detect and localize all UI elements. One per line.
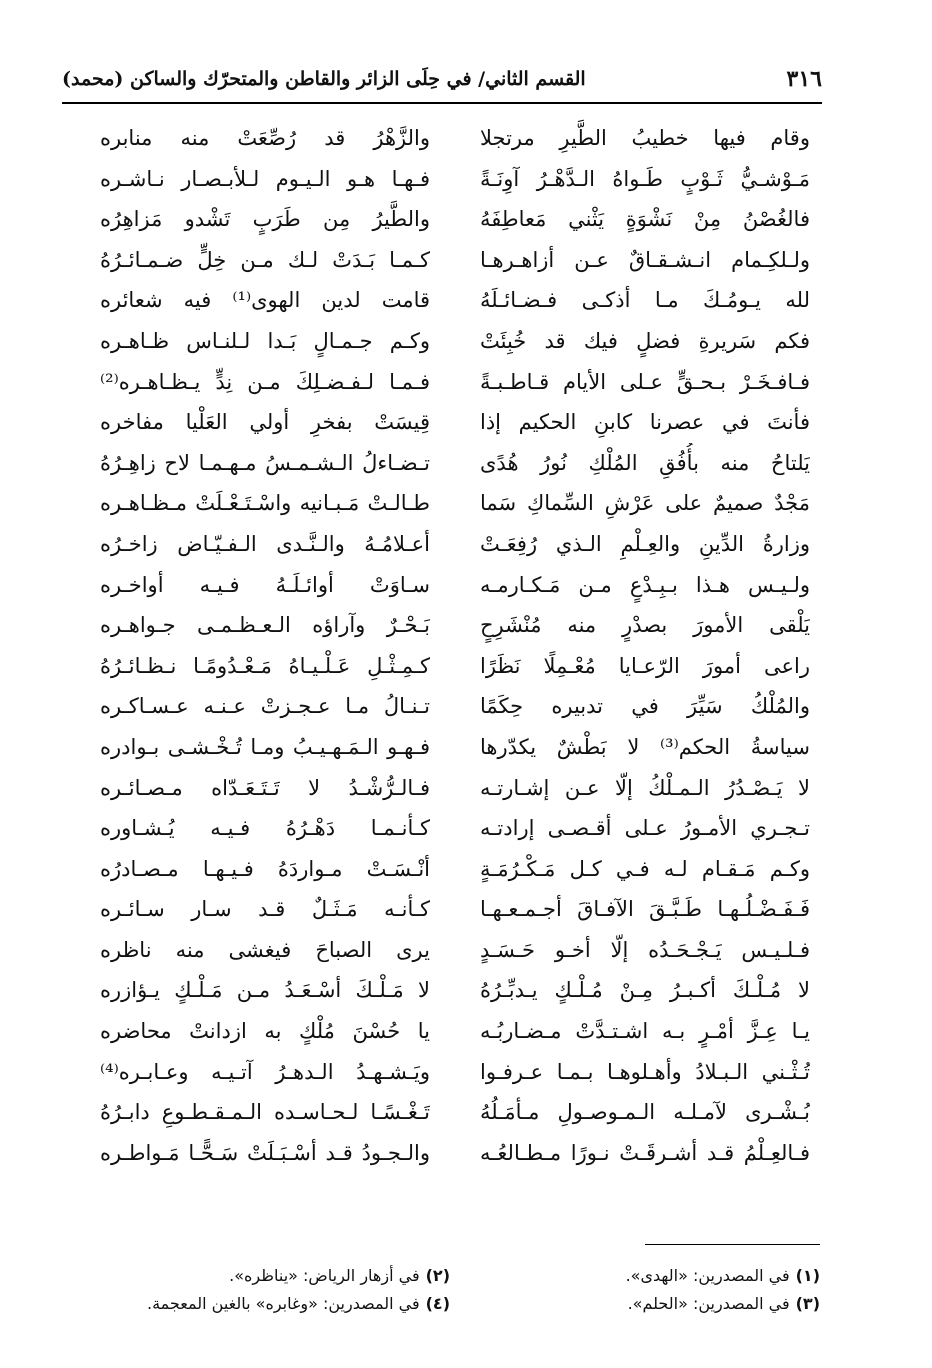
verse-line: لله يـومُـكَ مـا أذكـى فـضـائـلَهُ [480, 288, 810, 313]
verse-line: فـالـرُّشْـدُ لا تَـتَـعَـدّاه مـصـائـره [100, 775, 430, 800]
footnote-number: (٤) [425, 1294, 450, 1313]
verse-line: قامت لدين الهوى⁽¹⁾ فيه شعائره [100, 288, 430, 313]
verse-line: فـافـخَـرْ بـحـقٍّ عـلى الأيام قـاطـبـةً [480, 369, 810, 394]
footnote-number: (١) [795, 1266, 820, 1285]
poem-left-column [100, 118, 430, 1173]
header-rule [62, 102, 822, 104]
verse-line: كـمـا بَـدَتْ لـك مـن خِلٍّ ضـمـائـرُهُ [100, 247, 430, 272]
verse-line: يَلْقى الأمورَ بصدْرٍ منه مُنْشَرِحٍ [480, 613, 810, 638]
verse-line: ولـلكِـمام انـشـقـاقٌ عـن أزاهـرهـا [480, 247, 810, 272]
verse-line: فـالعِـلْمُ قـد أشـرقَـتْ نـورًا مـطـالعُـه [480, 1140, 810, 1165]
verse-line: سـاوَتْ أوائـلَـهُ فـيـه أواخـره [100, 572, 430, 597]
verse-line: تـنـالُ مـا عـجـزتْ عـنـه عـسـاكـره [100, 694, 430, 719]
verse-line: لا يَـصْـدُرُ الـمـلْكُ إلّا عـن إشـارتـه [480, 775, 810, 800]
verse-line: أعـلامُـهُ والـنَّـدى الـفـيّـاض زاخـرُه [100, 531, 430, 556]
footnote-number: (٢) [425, 1266, 450, 1285]
verse-line: طـالـتْ مَـبـانيه واسْـتَـعْـلَتْ مـظـاهـره [100, 491, 430, 516]
footnote [100, 1290, 450, 1318]
page-header [62, 66, 822, 100]
verse-line: يـا عِـزَّ أمْـرٍ بـه اشـتـدَّتْ مـضـاربُـه [480, 1019, 810, 1044]
page-number: ٣١٦ [786, 66, 822, 92]
verse-line: والـجـودُ قـد أسْـبَـلَتْ سَـحًّـا مَـواطـره [100, 1140, 430, 1165]
verse-line: يرى الصباحَ فيغشى منه ناظره [100, 937, 430, 962]
verse-line: ويَـشـهـدُ الـدهـرُ آتـيـه وعـابـره⁽⁴⁾ [100, 1059, 430, 1084]
verse-line: والمُلْكُ سَيِّرَ في تدبيره حِكَمًا [480, 694, 810, 719]
footnote-text: في أزهار الرياض: «يناظره». [229, 1266, 420, 1285]
running-title: القسم الثاني/ في حِلَى الزائر والقاطن والمتحرّك والساكن (محمد) [62, 68, 586, 90]
footnote-text: في المصدرين: «وغابره» بالغين المعجمة. [147, 1294, 420, 1313]
verse-line: فالغُصْنُ مِنْ نَشْوَةٍ يَثْني مَعاطِفَهُ [480, 207, 810, 232]
verse-line: راعى أمورَ الرّعـايا مُعْـمِلًا نَظَرًا [480, 653, 810, 678]
verse-line: لا مَـلْـكَ أسْـعَـدُ مـن مَـلْـكٍ يـؤازره [100, 978, 430, 1003]
footnote [100, 1262, 450, 1290]
verse-line: وزارةُ الدِّينِ والعِـلْمِ الـذي رُفِعَـتْ [480, 531, 810, 556]
footnotes-left [100, 1262, 450, 1318]
footnote-number: (٣) [795, 1294, 820, 1313]
footnote-text: في المصدرين: «الهدى». [625, 1266, 790, 1285]
verse-line: كـأنـمـا دَهْـرُهُ فـيـه يُـشـاوره [100, 816, 430, 841]
footnote [470, 1262, 820, 1290]
verse-line: فـلـيـس يَـجْـحَـدُه إلّا أخـو حَـسَـدٍ [480, 937, 810, 962]
verse-line: تُـثْـني الـبـلادُ وأهـلوهـا بـمـا عـرفـوا [480, 1059, 810, 1084]
verse-line: كـأنـه مَـثَـلٌ قـد سـار سـائـره [100, 897, 430, 922]
poem-right-column [480, 118, 810, 1173]
verse-line: فـهـا هـو الـيـوم لـلأبـصـار نـاشـره [100, 166, 430, 191]
verse-line: فأنتَ في عصرنا كابنِ الحكيم إذا [480, 410, 810, 435]
verse-line: لا مُـلْـكَ أكـبـرُ مِـنْ مُـلْـكٍ يـدبِّـرُهُ [480, 978, 810, 1003]
verse-line: يا حُسْنَ مُلْكٍ به ازدانتْ محاضره [100, 1019, 430, 1044]
verse-line: وكـم جـمـالٍ بَـدا لـلنـاس ظـاهـره [100, 328, 430, 353]
footnotes-right [470, 1262, 820, 1318]
verse-line: فكم سَريرةِ فضلٍ فيك قد خُبِئَتْ [480, 328, 810, 353]
footnote-rule [645, 1244, 820, 1245]
verse-line: تَـغْـسًـا لـحـاسـده الـمـقـطـوعِ دابـرُهُ [100, 1100, 430, 1125]
verse-line: أنْـسَـتْ مـواردَهُ فـيـهـا مـصـادرُه [100, 856, 430, 881]
verse-line: فـهـو الـمَـهـيـبُ ومـا تُـخْـشـى بـوادره [100, 734, 430, 759]
verse-line: والزَّهْرُ قد رُصِّعَتْ منه منابره [100, 126, 430, 150]
verse-line: تـجـري الأمـورُ عـلى أقـصـى إرادتـه [480, 816, 810, 841]
verse-line: سياسةُ الحكم⁽³⁾ لا بَطْشٌ يكدّرها [480, 734, 810, 759]
verse-line: قِيسَتْ بفخرِ أولي العَلْيا مفاخره [100, 410, 430, 435]
verse-line: يَلتاحُ منه بأُفُقِ المُلْكِ نُورُ هُدًى [480, 450, 810, 475]
verse-line: مَجْدٌ صميمٌ على عَرْشِ السِّماكِ سَما [480, 491, 810, 516]
verse-line: وقام فيها خطيبُ الطَّيرِ مرتجلا [480, 126, 810, 150]
verse-line: بَـحْـرٌ وآراؤه الـعـظـمـى جـواهـره [100, 613, 430, 638]
verse-line: تـضـاءلُ الـشـمـسُ مـهـمـا لاح زاهِـرُهُ [100, 450, 430, 475]
verse-line: بُـشْـرى لآمـلـه الـمـوصـولِ مـأمَـلُهُ [480, 1100, 810, 1125]
footnote-text: في المصدرين: «الحلم». [627, 1294, 790, 1313]
verse-line: والطَّيرُ مِن طَرَبٍ تَشْدو مَزاهِرُه [100, 207, 430, 232]
verse-line: فَـفَـضْـلُـهـا طَـبَّـقَ الآفـاقَ أجـمـعـهـا [480, 897, 810, 922]
verse-line: فـمـا لـفـضـلِكَ مـن نِدٍّ يـظـاهـره⁽²⁾ [100, 369, 430, 394]
verse-line: كـمِـثْـلِ عَـلْـيـاهُ مَـعْـدُومًـا نـظـائـرُهُ [100, 653, 430, 678]
verse-line: مَـوْشـيُّ ثَـوْبٍ طَـواهُ الـدَّهْـرُ آوِنَـةً [480, 166, 810, 191]
footnote [470, 1290, 820, 1318]
verse-line: وكـم مَـقـام لـه فـي كـل مَـكْـرُمَـةٍ [480, 856, 810, 881]
verse-line: ولـيـس هـذا بـبِـدْعٍ مـن مَـكـارمـه [480, 572, 810, 597]
